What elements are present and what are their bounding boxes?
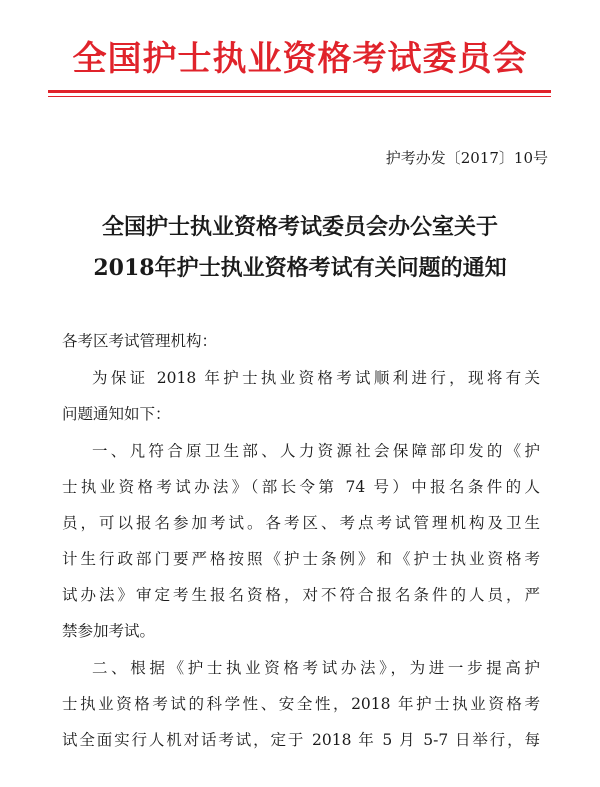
document-number: 护考办发〔2017〕10号 [385,149,548,167]
masthead-title: 全国护士执业资格考试委员会 [72,39,528,79]
body-line: 为保证 2018 年护士执业资格考试顺利进行，现将有关 [92,369,540,387]
body-line: 禁参加考试。 [62,622,156,640]
body-line: 士执业资格考试办法》（部长令第 74 号）中报名条件的人 [62,478,540,496]
masthead-divider-thin [48,96,551,97]
salutation: 各考区考试管理机构： [62,332,218,350]
notice-title-line-2: 2018年护士执业资格考试有关问题的通知 [93,255,507,281]
masthead-divider-thick [48,90,551,93]
body-line: 计生行政部门要严格按照《护士条例》和《护士执业资格考 [62,550,540,568]
body-line: 一、凡符合原卫生部、人力资源社会保障部印发的《护 [92,442,540,460]
body-line: 员，可以报名参加考试。各考区、考点考试管理机构及卫生 [62,514,540,532]
body-line: 二、根据《护士执业资格考试办法》，为进一步提高护 [92,659,540,677]
body-line: 试全面实行人机对话考试，定于 2018 年 5 月 5-7 日举行，每 [62,731,540,749]
body-line: 试办法》审定考生报名资格，对不符合报名条件的人员，严 [62,586,540,604]
body-line: 士执业资格考试的科学性、安全性，2018 年护士执业资格考 [62,695,540,713]
body-line: 问题通知如下： [62,405,171,423]
notice-title-line-1: 全国护士执业资格考试委员会办公室关于 [101,214,498,240]
